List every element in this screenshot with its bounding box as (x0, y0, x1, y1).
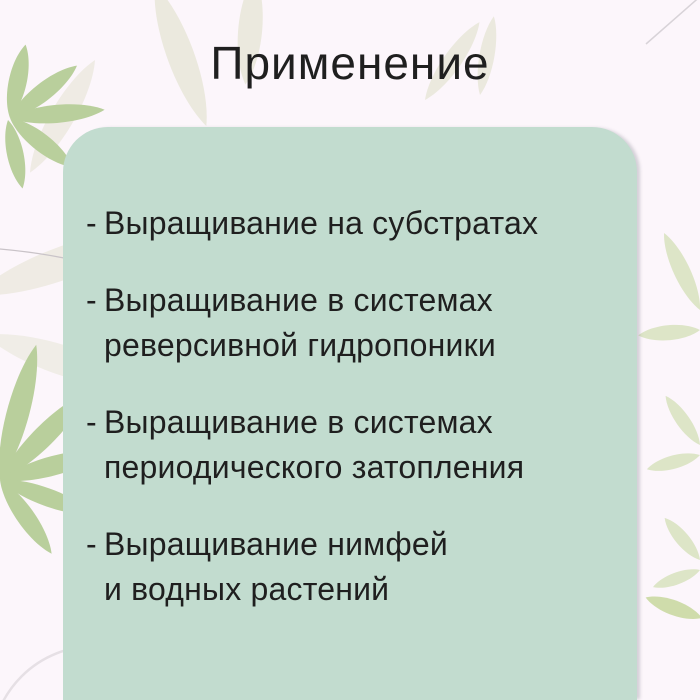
list-item (86, 278, 609, 368)
leaf-icon (638, 323, 700, 343)
leaf-icon (659, 514, 700, 565)
applications-panel (63, 127, 637, 700)
item-text (104, 278, 609, 368)
applications-list (63, 127, 637, 612)
item-text (104, 400, 609, 490)
item-line: Выращивание в системах (104, 282, 493, 318)
leaf-icon (645, 448, 700, 475)
item-line: Выращивание в системах (104, 404, 493, 440)
list-item (86, 522, 609, 612)
bullet-dash: - (86, 205, 97, 241)
item-text (104, 201, 609, 246)
list-item (86, 400, 609, 490)
page-title: Применение (210, 37, 490, 89)
bullet-dash: - (86, 282, 97, 318)
leaf-icon (651, 564, 700, 592)
item-line: реверсивной гидропоники (104, 327, 496, 363)
item-line: Выращивание нимфей (104, 526, 448, 562)
leaf-icon (657, 229, 700, 313)
item-text (104, 522, 609, 612)
item-line: и водных растений (104, 571, 390, 607)
bullet-dash: - (86, 526, 97, 562)
item-line: Выращивание на субстратах (104, 205, 539, 241)
leaf-branch-right (638, 229, 700, 592)
item-line: периодического затопления (104, 449, 525, 485)
leaf-icon (660, 392, 700, 449)
leaf-icon (643, 590, 700, 625)
list-item (86, 201, 609, 246)
bullet-dash: - (86, 404, 97, 440)
